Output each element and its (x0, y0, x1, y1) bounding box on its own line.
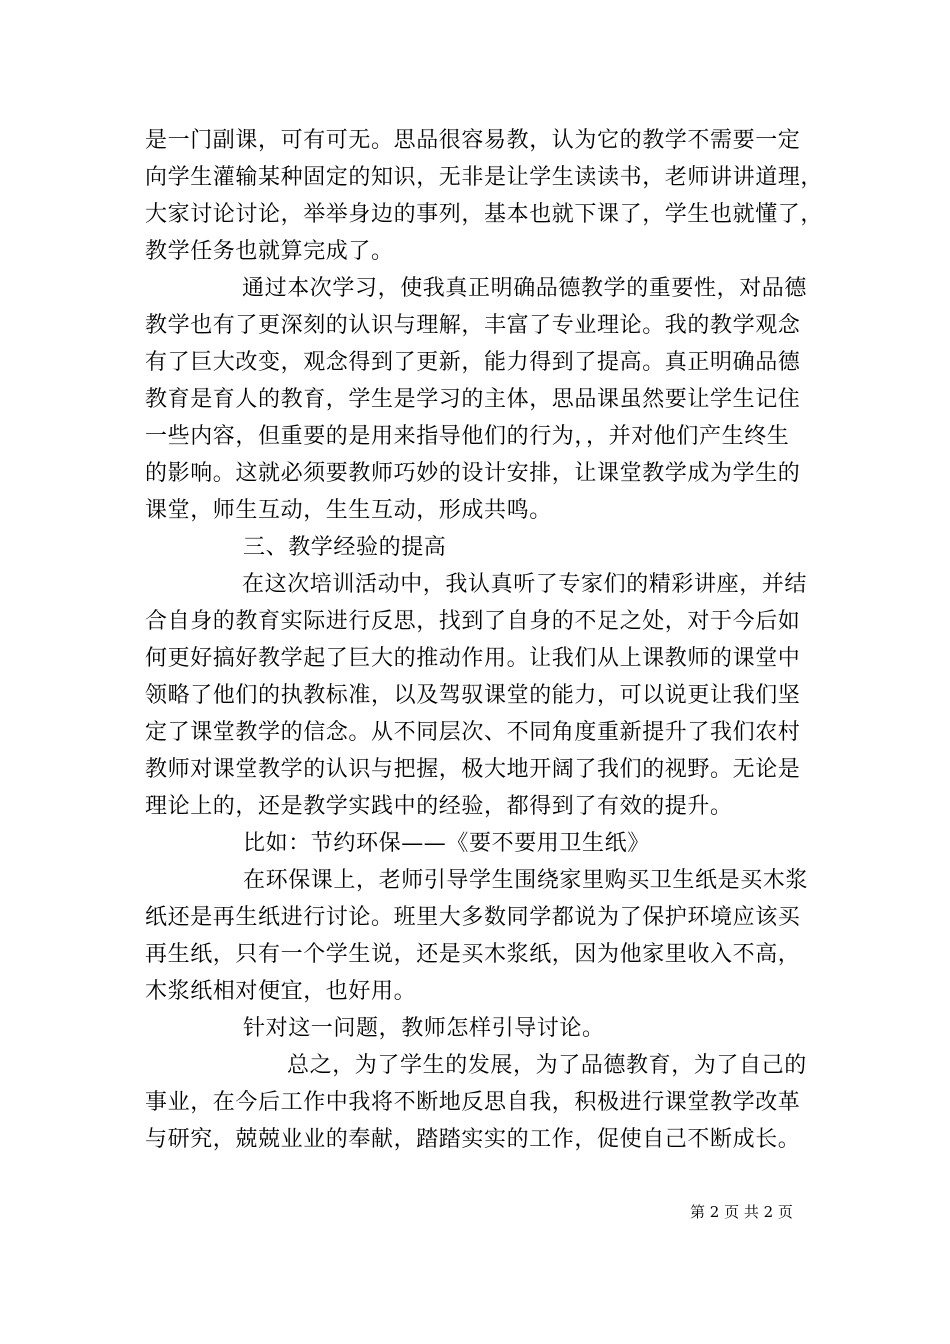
body-text-line: 的影响。这就必须要教师巧妙的设计安排，让课堂教学成为学生的 (145, 461, 801, 486)
body-text-line: 教学也有了更深刻的认识与理解，丰富了专业理论。我的教学观念 (145, 313, 801, 338)
body-text-line: 定了课堂教学的信念。从不同层次、不同角度重新提升了我们农村 (145, 720, 801, 745)
body-text-line: 有了巨大改变，观念得到了更新，能力得到了提高。真正明确品德 (145, 350, 801, 375)
body-text-line: 教育是育人的教育，学生是学习的主体，思品课虽然要让学生记住 (145, 387, 801, 412)
body-text-line: 合自身的教育实际进行反思，找到了自身的不足之处，对于今后如 (145, 609, 801, 634)
body-text-line: 领略了他们的执教标准，以及驾驭课堂的能力，可以说更让我们坚 (145, 683, 801, 708)
page-number: 第 2 页 共 2 页 (690, 1203, 793, 1221)
body-text-line: 纸还是再生纸进行讨论。班里大多数同学都说为了保护环境应该买 (145, 905, 801, 930)
body-text-line: 与研究，兢兢业业的奉献，踏踏实实的工作，促使自己不断成长。 (145, 1127, 801, 1152)
example-heading: 比如：节约环保——《要不要用卫生纸》 (243, 831, 650, 856)
paragraph-start-line: 通过本次学习，使我真正明确品德教学的重要性，对品德 (242, 276, 808, 301)
paragraph-start-line: 在这次培训活动中，我认真听了专家们的精彩讲座，并结 (242, 572, 808, 597)
body-text-line: 向学生灌输某种固定的知识，无非是让学生读读书，老师讲讲道理， (145, 165, 824, 190)
body-text-line: 大家讨论讨论，举举身边的事列，基本也就下课了，学生也就懂了， (145, 202, 824, 227)
body-text-line: 木浆纸相对便宜，也好用。 (145, 979, 417, 1004)
section-heading: 三、教学经验的提高 (243, 535, 447, 560)
paragraph-start-line: 总之，为了学生的发展，为了品德教育，为了自己的 (287, 1053, 807, 1078)
body-text-line: 课堂，师生互动，生生互动，形成共鸣。 (145, 498, 552, 523)
body-text-line: 理论上的，还是教学实践中的经验，都得到了有效的提升。 (145, 794, 733, 819)
body-text-line: 事业，在今后工作中我将不断地反思自我，积极进行课堂教学改革 (145, 1090, 801, 1115)
body-text-line: 是一门副课，可有可无。思品很容易教，认为它的教学不需要一定 (145, 128, 801, 153)
body-text-line: 何更好搞好教学起了巨大的推动作用。让我们从上课教师的课堂中 (145, 646, 801, 671)
body-text-line: 教学任务也就算完成了。 (145, 239, 394, 264)
paragraph-start-line: 针对这一问题，教师怎样引导讨论。 (243, 1016, 605, 1041)
body-text-line: 再生纸，只有一个学生说，还是买木浆纸，因为他家里收入不高， (145, 942, 801, 967)
body-text-line: 教师对课堂教学的认识与把握，极大地开阔了我们的视野。无论是 (145, 757, 801, 782)
paragraph-start-line: 在环保课上，老师引导学生围绕家里购买卫生纸是买木浆 (243, 868, 809, 893)
body-text-line: 一些内容，但重要的是用来指导他们的行为，，并对他们产生终生 (145, 424, 790, 449)
